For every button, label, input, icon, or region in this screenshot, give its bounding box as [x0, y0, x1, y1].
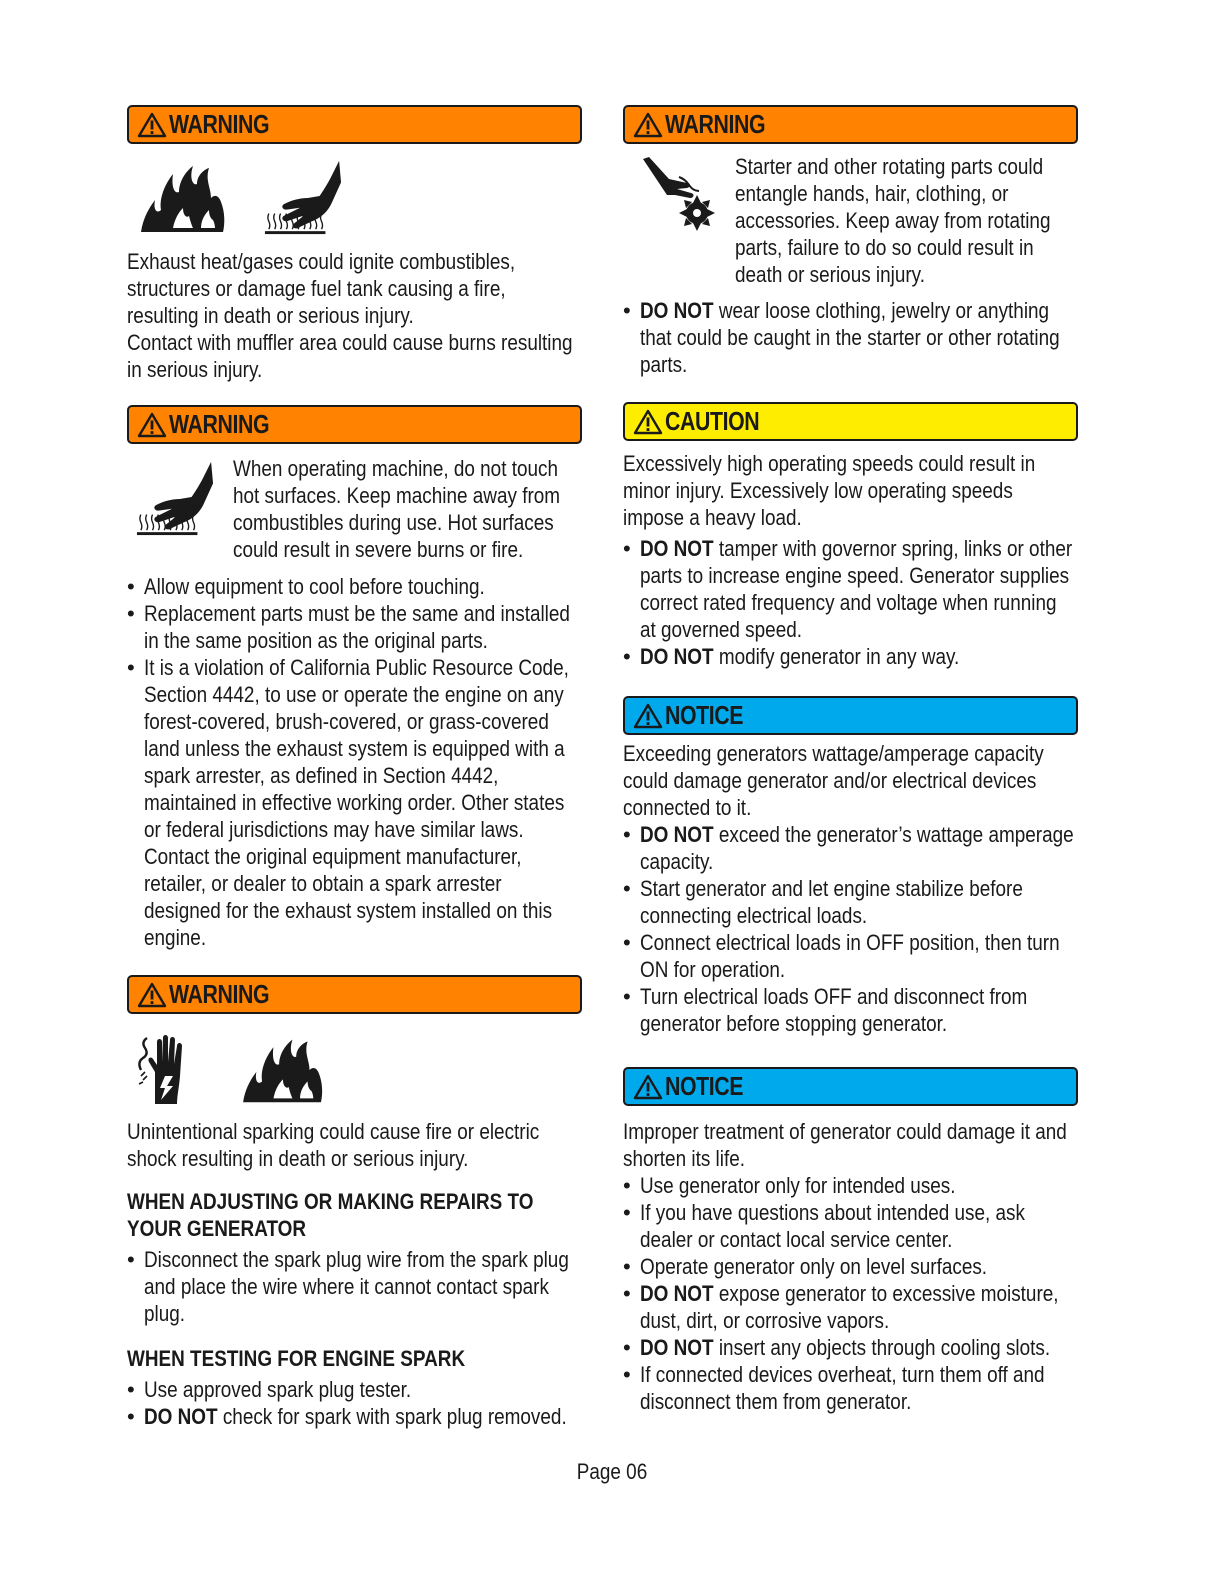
left-column	[127, 105, 582, 1430]
do-not-label: DO NOT	[640, 298, 714, 323]
do-not-label: DO NOT	[640, 536, 714, 561]
list-item: • Operate generator only on level surfaces.	[623, 1253, 1078, 1280]
electric-shock-icon	[135, 1032, 197, 1106]
caution-bullets	[623, 535, 1078, 670]
fire-icon	[237, 1032, 327, 1106]
warning-sparking-section	[127, 975, 582, 1430]
warning-text: Unintentional sparking could cause fire or electric shock resulting in death or serious injury.	[127, 1119, 540, 1171]
notice-banner	[623, 696, 1078, 735]
banner-title: WARNING	[169, 409, 270, 439]
caution-text: Excessively high operating speeds could result in minor injury. Excessively low operating speeds impose a heavy load.	[623, 451, 1036, 530]
list-item: • Connect electrical loads in OFF position, then turn ON for operation.	[623, 929, 1078, 983]
list-item: • DO NOT check for spark with spark plug removed.	[127, 1403, 582, 1430]
warning-exhaust-section	[127, 105, 582, 383]
warning-banner	[127, 405, 582, 444]
alert-triangle-icon	[137, 412, 167, 438]
notice-text: Improper treatment of generator could damage it and shorten its life.	[623, 1119, 1067, 1171]
caution-banner	[623, 402, 1078, 441]
warning-banner	[623, 105, 1078, 144]
fire-icon	[137, 158, 227, 236]
hot-surface-icon	[135, 459, 215, 537]
do-not-label: DO NOT	[640, 1281, 714, 1306]
list-item: • Start generator and let engine stabilize before connecting electrical loads.	[623, 875, 1078, 929]
list-item: • Allow equipment to cool before touching.	[127, 573, 582, 600]
list-item: • If connected devices overheat, turn them off and disconnect them from generator.	[623, 1361, 1078, 1415]
section-heading: WHEN ADJUSTING OR MAKING REPAIRS TO YOUR GENERATOR	[127, 1189, 534, 1241]
warning-text: Exhaust heat/gases could ignite combustibles, structures or damage fuel tank causing a fire, resulting in death or serious injury.	[127, 249, 516, 328]
hot-surface-icon	[263, 158, 343, 236]
do-not-label: DO NOT	[640, 644, 714, 669]
banner-title: CAUTION	[665, 406, 760, 436]
banner-title: NOTICE	[665, 1071, 744, 1101]
section-heading: WHEN TESTING FOR ENGINE SPARK	[127, 1346, 466, 1371]
warning-banner	[127, 105, 582, 144]
list-item: • DO NOT expose generator to excessive moisture, dust, dirt, or corrosive vapors.	[623, 1280, 1078, 1334]
warning-banner	[127, 975, 582, 1014]
notice-bullets	[623, 1172, 1078, 1415]
alert-triangle-icon	[633, 409, 663, 435]
hazard-icons	[127, 1014, 582, 1106]
alert-triangle-icon	[633, 112, 663, 138]
warning-rotating-parts-section	[623, 105, 1078, 378]
hazard-icons	[127, 144, 582, 236]
warning-bullets	[623, 297, 1078, 378]
notice-bullets	[623, 821, 1078, 1037]
warning-bullets	[127, 1376, 582, 1430]
notice-capacity-section	[623, 696, 1078, 1037]
list-item: • Use generator only for intended uses.	[623, 1172, 1078, 1199]
banner-title: WARNING	[665, 109, 766, 139]
warning-text-2: Contact with muffler area could cause burns resulting in serious injury.	[127, 330, 573, 382]
warning-text: Starter and other rotating parts could entangle hands, hair, clothing, or accessories. Keep away from rotating parts, failure to do so could result in death or serious injury.	[735, 154, 1051, 287]
list-item: • Replacement parts must be the same and installed in the same position as the original parts.	[127, 600, 582, 654]
banner-title: WARNING	[169, 979, 270, 1009]
do-not-label: DO NOT	[640, 1335, 714, 1360]
list-item: • Use approved spark plug tester.	[127, 1376, 582, 1403]
alert-triangle-icon	[137, 112, 167, 138]
entanglement-icon	[639, 155, 719, 233]
notice-text: Exceeding generators wattage/amperage capacity could damage generator and/or electrical devices connected to it.	[623, 741, 1044, 820]
warning-hot-surfaces-section	[127, 405, 582, 951]
list-item: • Disconnect the spark plug wire from the spark plug and place the wire where it cannot contact spark plug.	[127, 1246, 582, 1327]
banner-title: WARNING	[169, 109, 270, 139]
warning-bullets	[127, 573, 582, 951]
caution-section	[623, 402, 1078, 670]
do-not-label: DO NOT	[640, 822, 714, 847]
list-item: • Turn electrical loads OFF and disconnect from generator before stopping generator.	[623, 983, 1078, 1037]
list-item: • If you have questions about intended use, ask dealer or contact local service center.	[623, 1199, 1078, 1253]
page-number	[0, 1459, 1224, 1485]
warning-bullets	[127, 1246, 582, 1327]
do-not-label: DO NOT	[144, 1404, 218, 1429]
warning-text: When operating machine, do not touch hot surfaces. Keep machine away from combustibles during use. Hot surfaces could result in severe burns or fire.	[233, 456, 561, 562]
alert-triangle-icon	[633, 703, 663, 729]
list-item: • DO NOT exceed the generator’s wattage amperage capacity.	[623, 821, 1078, 875]
banner-title: NOTICE	[665, 700, 744, 730]
notice-treatment-section	[623, 1067, 1078, 1415]
page-number-text: Page 06	[576, 1459, 648, 1484]
list-item: • It is a violation of California Public Resource Code, Section 4442, to use or operate the engine on any forest-covered, brush-covered, or grass-covered land unless the exhaust system is equipped with a spark arrester, as defined in Section 4442, maintained in effective working order. Other states or federal jurisdictions may have similar laws. Contact the original equipment manufacturer, retailer, or dealer to obtain a spark arrester designed for the exhaust system installed on this engine.	[127, 654, 582, 951]
right-column	[623, 105, 1078, 1415]
list-item: • DO NOT tamper with governor spring, links or other parts to increase engine speed. Generator supplies correct rated frequency and voltage when running at governed speed.	[623, 535, 1078, 643]
list-item: • DO NOT wear loose clothing, jewelry or anything that could be caught in the starter or other rotating parts.	[623, 297, 1078, 378]
list-item: • DO NOT insert any objects through cooling slots.	[623, 1334, 1078, 1361]
list-item: • DO NOT modify generator in any way.	[623, 643, 1078, 670]
alert-triangle-icon	[633, 1074, 663, 1100]
notice-banner	[623, 1067, 1078, 1106]
alert-triangle-icon	[137, 982, 167, 1008]
